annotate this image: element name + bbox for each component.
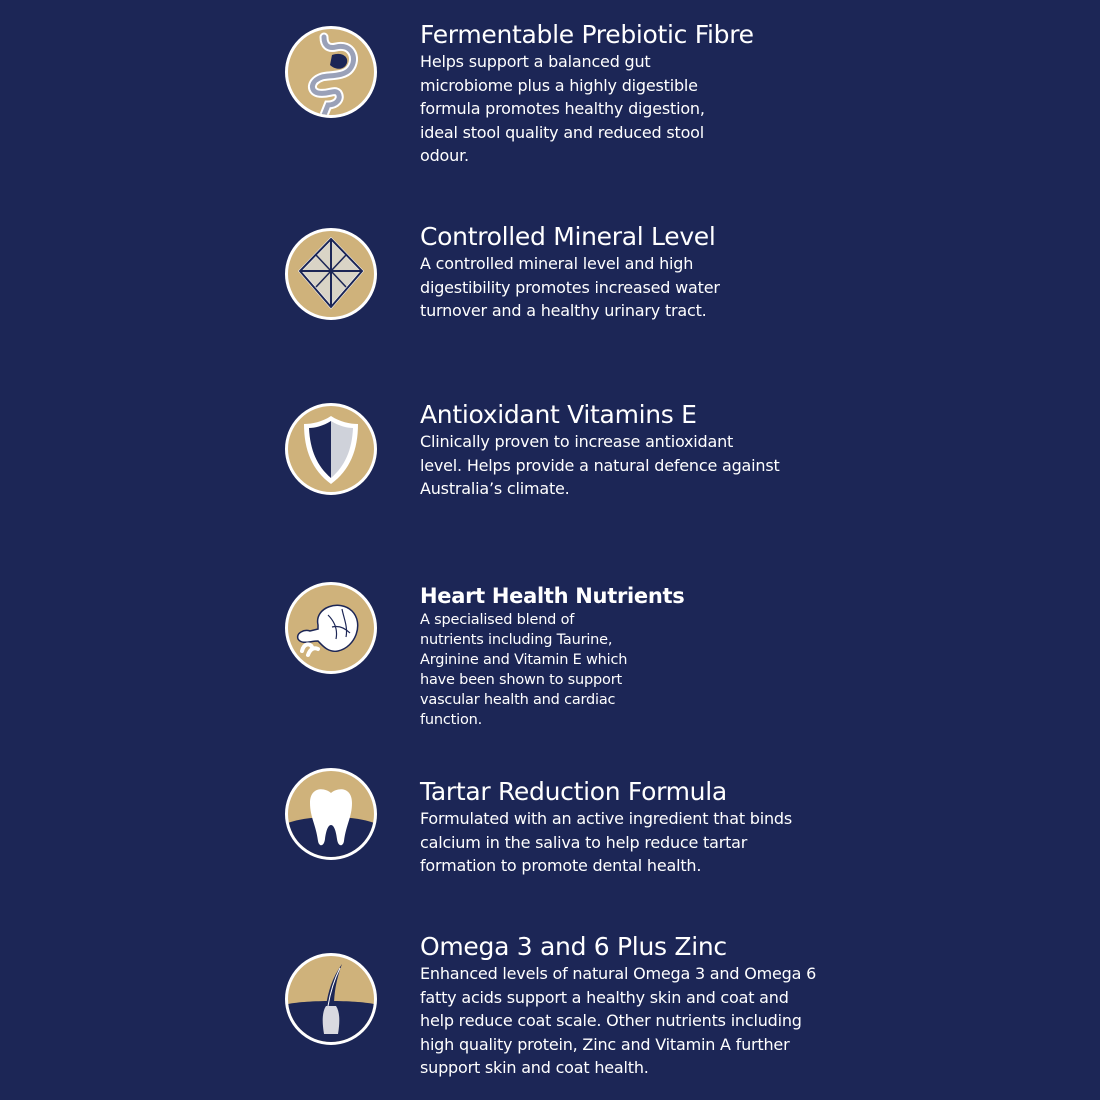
feature-description <box>420 252 860 323</box>
digestive-system-icon <box>285 26 377 118</box>
feature-description <box>420 610 860 730</box>
description-line: formation to promote dental health. <box>420 856 702 875</box>
description-line: Enhanced levels of natural Omega 3 and Omega 6 <box>420 964 817 983</box>
description-line: turnover and a healthy urinary tract. <box>420 301 707 320</box>
description-line: Australia’s climate. <box>420 479 570 498</box>
description-line: odour. <box>420 146 469 165</box>
description-line: Arginine and Vitamin E which <box>420 652 628 668</box>
feature-description <box>420 430 860 501</box>
description-line: digestibility promotes increased water <box>420 277 720 297</box>
description-line: fatty acids support a healthy skin and coat and <box>420 987 789 1007</box>
description-line: support skin and coat health. <box>420 1058 649 1077</box>
description-line: level. Helps provide a natural defence against <box>420 455 780 475</box>
feature-text <box>420 400 860 501</box>
tooth-icon <box>285 768 377 860</box>
hair-follicle-icon <box>285 953 377 1045</box>
feature-description <box>420 50 860 168</box>
description-line: Clinically proven to increase antioxidant <box>420 432 734 451</box>
description-line: microbiome plus a highly digestible <box>420 75 698 95</box>
description-line: nutrients including Taurine, <box>420 632 613 648</box>
description-line: Formulated with an active ingredient that binds <box>420 809 793 828</box>
description-line: formula promotes healthy digestion, <box>420 99 705 118</box>
feature-text <box>420 932 860 1080</box>
description-line: function. <box>420 712 483 728</box>
description-line: help reduce coat scale. Other nutrients including <box>420 1011 802 1030</box>
feature-title: Heart Health Nutrients <box>420 584 685 608</box>
feature-title: Tartar Reduction Formula <box>420 777 727 806</box>
description-line: A controlled mineral level and high <box>420 254 694 273</box>
description-line: calcium in the saliva to help reduce tartar <box>420 832 748 852</box>
feature-text <box>420 20 860 168</box>
description-line: ideal stool quality and reduced stool <box>420 122 704 142</box>
description-line: A specialised blend of <box>420 612 575 628</box>
feature-text <box>420 222 860 323</box>
feature-description <box>420 807 860 878</box>
description-line: vascular health and cardiac <box>420 692 616 708</box>
shield-icon <box>285 403 377 495</box>
feature-title: Fermentable Prebiotic Fibre <box>420 20 754 49</box>
heart-icon <box>285 582 377 674</box>
feature-title: Antioxidant Vitamins E <box>420 400 697 429</box>
feature-text <box>420 582 860 730</box>
mineral-crystal-icon <box>285 228 377 320</box>
feature-title: Controlled Mineral Level <box>420 222 716 251</box>
description-line: Helps support a balanced gut <box>420 52 651 71</box>
feature-title: Omega 3 and 6 Plus Zinc <box>420 932 727 961</box>
feature-description <box>420 962 860 1080</box>
description-line: high quality protein, Zinc and Vitamin A further <box>420 1034 790 1054</box>
description-line: have been shown to support <box>420 672 622 688</box>
feature-text <box>420 777 860 878</box>
